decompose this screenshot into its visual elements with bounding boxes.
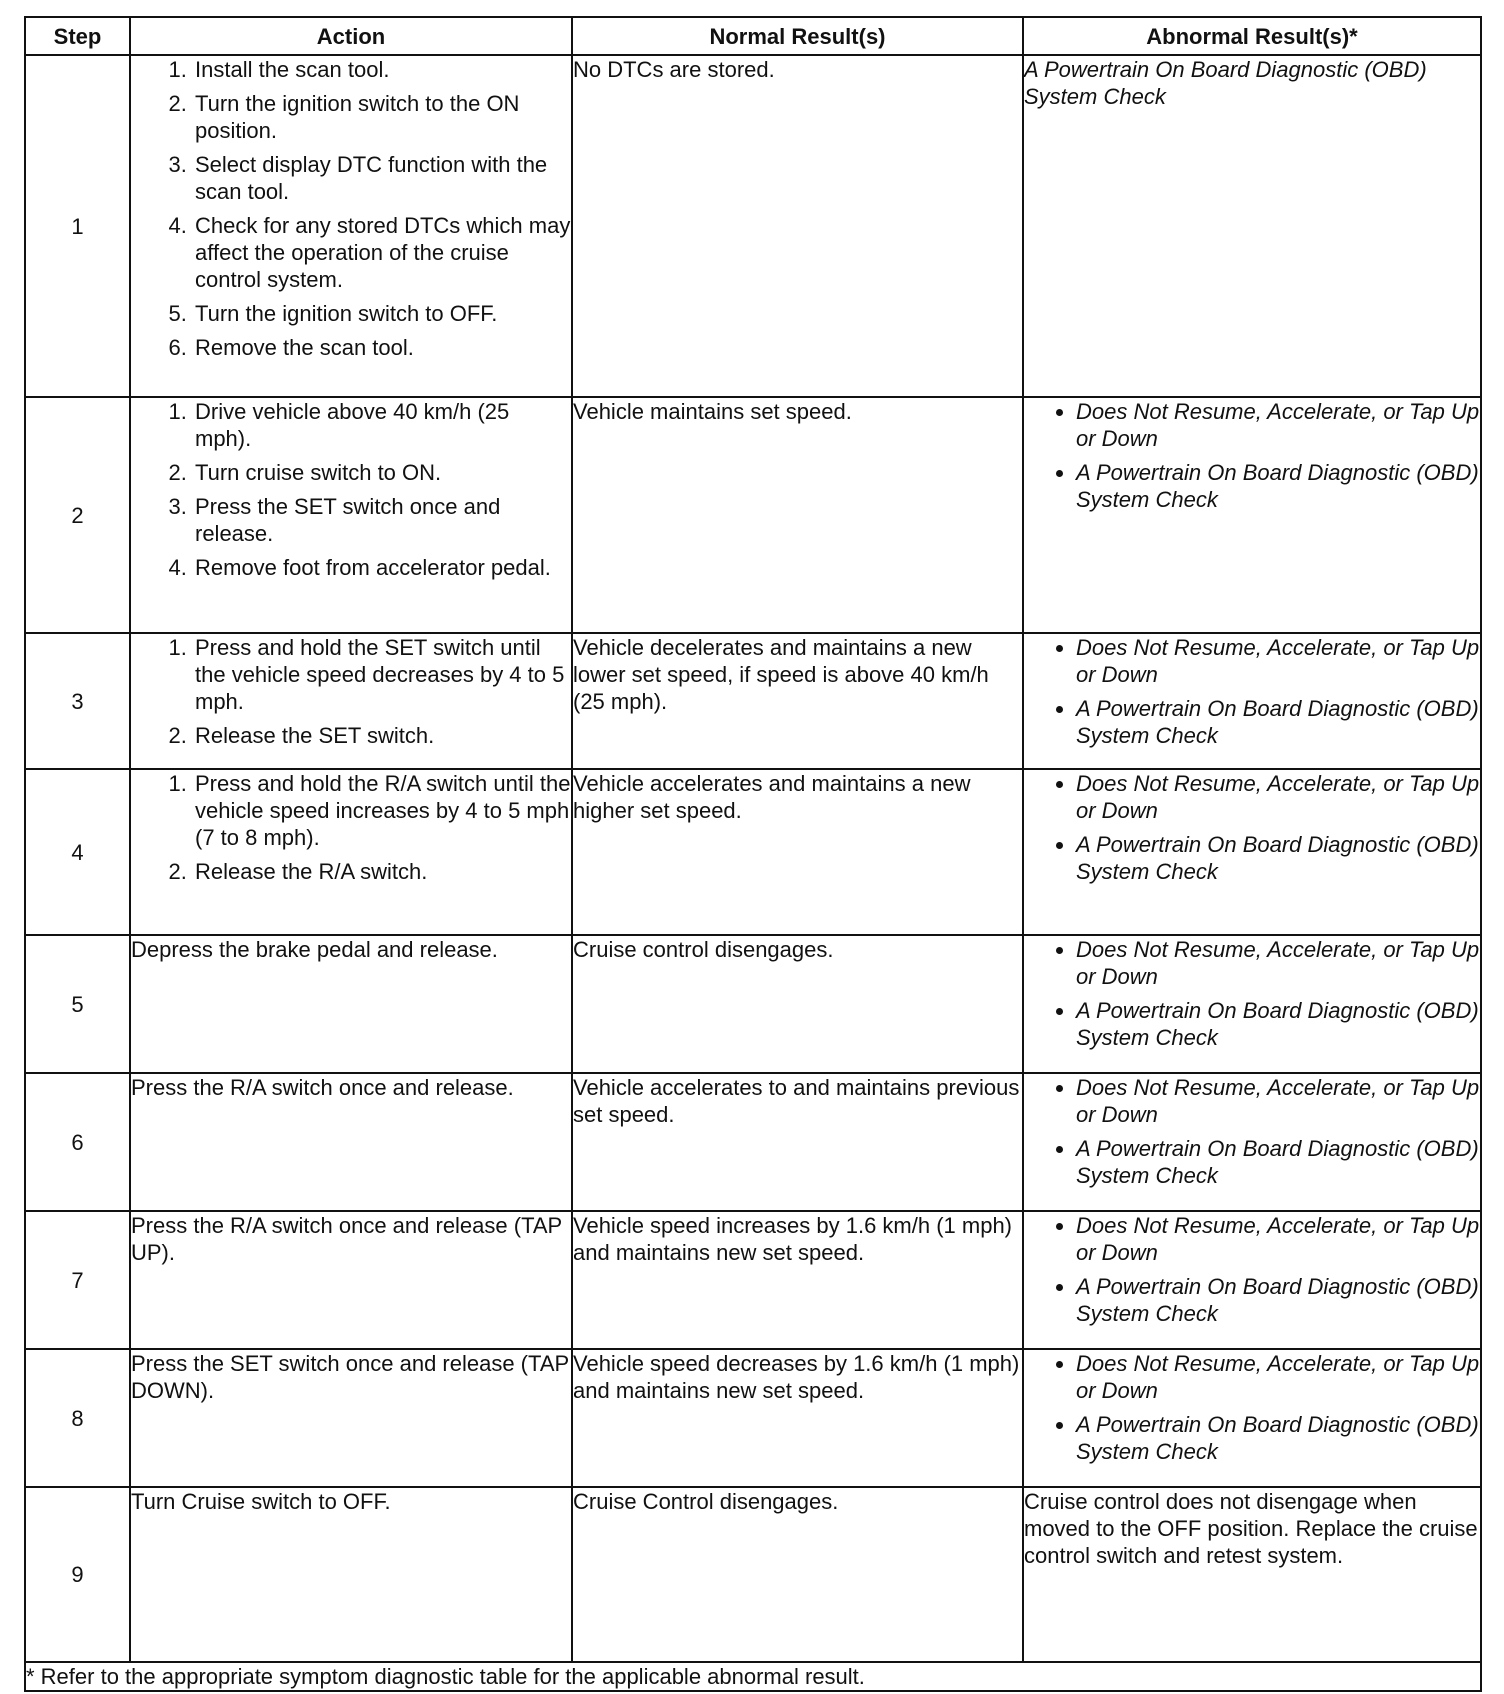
header-action: Action <box>130 17 572 55</box>
abnormal-bullets <box>1024 1212 1480 1327</box>
abnormal-bullet: • A Powertrain On Board Diagnostic (OBD) System Check <box>1076 1273 1480 1327</box>
abnormal-result: Cruise control does not disengage when moved to the OFF position. Replace the cruise control switch and retest system. <box>1023 1487 1481 1662</box>
step-number: 7 <box>25 1211 130 1349</box>
abnormal-bullet: • A Powertrain On Board Diagnostic (OBD) System Check <box>1076 695 1480 749</box>
abnormal-bullets <box>1024 936 1480 1051</box>
normal-result: Cruise Control disengages. <box>572 1487 1023 1662</box>
action-item: 6. Remove the scan tool. <box>193 334 571 361</box>
action-text: Press the R/A switch once and release (TAP UP). <box>130 1211 572 1349</box>
diagnostic-table <box>24 16 1482 1692</box>
action-text: Turn Cruise switch to OFF. <box>130 1487 572 1662</box>
table-row <box>25 1349 1481 1487</box>
action-text: Press the SET switch once and release (TAP DOWN). <box>130 1349 572 1487</box>
abnormal-bullet: • A Powertrain On Board Diagnostic (OBD) System Check <box>1076 997 1480 1051</box>
abnormal-bullet: • Does Not Resume, Accelerate, or Tap Up or Down <box>1076 1212 1480 1266</box>
action-item: 1. Install the scan tool. <box>193 56 571 83</box>
action-item: 5. Turn the ignition switch to OFF. <box>193 300 571 327</box>
abnormal-bullet: • A Powertrain On Board Diagnostic (OBD) System Check <box>1076 1135 1480 1189</box>
abnormal-result <box>1023 397 1481 633</box>
action-list <box>131 56 571 361</box>
step-number: 5 <box>25 935 130 1073</box>
abnormal-result <box>1023 935 1481 1073</box>
abnormal-bullet: • A Powertrain On Board Diagnostic (OBD) System Check <box>1076 459 1480 513</box>
abnormal-bullet: • Does Not Resume, Accelerate, or Tap Up or Down <box>1076 634 1480 688</box>
table-row <box>25 55 1481 397</box>
abnormal-result <box>1023 633 1481 769</box>
normal-result: Vehicle accelerates and maintains a new higher set speed. <box>572 769 1023 935</box>
action-item: 2. Release the SET switch. <box>193 722 571 749</box>
abnormal-result <box>1023 1349 1481 1487</box>
footnote-row <box>25 1662 1481 1691</box>
abnormal-bullet: • Does Not Resume, Accelerate, or Tap Up or Down <box>1076 936 1480 990</box>
action-item: 2. Release the R/A switch. <box>193 858 571 885</box>
normal-result: Vehicle decelerates and maintains a new lower set speed, if speed is above 40 km/h (25 mph). <box>572 633 1023 769</box>
table-row <box>25 397 1481 633</box>
action-item: 3. Select display DTC function with the scan tool. <box>193 151 571 205</box>
abnormal-bullets <box>1024 1350 1480 1465</box>
action-item: 1. Press and hold the R/A switch until the vehicle speed increases by 4 to 5 mph (7 to 8 mph). <box>193 770 571 851</box>
header-step: Step <box>25 17 130 55</box>
table-row <box>25 935 1481 1073</box>
action-cell <box>130 769 572 935</box>
action-cell <box>130 633 572 769</box>
table-row <box>25 1487 1481 1662</box>
action-text: Press the R/A switch once and release. <box>130 1073 572 1211</box>
normal-result: Vehicle speed decreases by 1.6 km/h (1 mph) and maintains new set speed. <box>572 1349 1023 1487</box>
abnormal-result <box>1023 1211 1481 1349</box>
table-row <box>25 769 1481 935</box>
abnormal-bullet: • A Powertrain On Board Diagnostic (OBD) System Check <box>1076 831 1480 885</box>
action-item: 4. Remove foot from accelerator pedal. <box>193 554 571 581</box>
action-item: 4. Check for any stored DTCs which may affect the operation of the cruise control system. <box>193 212 571 293</box>
abnormal-bullet: • Does Not Resume, Accelerate, or Tap Up or Down <box>1076 1074 1480 1128</box>
normal-result: Vehicle accelerates to and maintains previous set speed. <box>572 1073 1023 1211</box>
header-abnormal-results: Abnormal Result(s)* <box>1023 17 1481 55</box>
action-item: 2. Turn the ignition switch to the ON position. <box>193 90 571 144</box>
abnormal-bullet: • Does Not Resume, Accelerate, or Tap Up or Down <box>1076 770 1480 824</box>
abnormal-bullets <box>1024 1074 1480 1189</box>
action-item: 1. Drive vehicle above 40 km/h (25 mph). <box>193 398 571 452</box>
normal-result: Vehicle maintains set speed. <box>572 397 1023 633</box>
action-cell <box>130 397 572 633</box>
action-cell <box>130 55 572 397</box>
action-list <box>131 398 571 581</box>
abnormal-bullets <box>1024 634 1480 749</box>
table-row <box>25 633 1481 769</box>
normal-result: Cruise control disengages. <box>572 935 1023 1073</box>
abnormal-bullet: • Does Not Resume, Accelerate, or Tap Up or Down <box>1076 398 1480 452</box>
action-item: 2. Turn cruise switch to ON. <box>193 459 571 486</box>
step-number: 8 <box>25 1349 130 1487</box>
table-row <box>25 1211 1481 1349</box>
action-text: Depress the brake pedal and release. <box>130 935 572 1073</box>
abnormal-bullets <box>1024 398 1480 513</box>
normal-result: No DTCs are stored. <box>572 55 1023 397</box>
abnormal-bullet: • Does Not Resume, Accelerate, or Tap Up or Down <box>1076 1350 1480 1404</box>
step-number: 4 <box>25 769 130 935</box>
step-number: 9 <box>25 1487 130 1662</box>
action-list <box>131 770 571 885</box>
step-number: 2 <box>25 397 130 633</box>
action-item: 3. Press the SET switch once and release. <box>193 493 571 547</box>
action-list <box>131 634 571 749</box>
abnormal-bullets <box>1024 770 1480 885</box>
normal-result: Vehicle speed increases by 1.6 km/h (1 mph) and maintains new set speed. <box>572 1211 1023 1349</box>
diagnostic-table-sheet <box>24 16 1480 1692</box>
step-number: 1 <box>25 55 130 397</box>
abnormal-result <box>1023 1073 1481 1211</box>
action-item: 1. Press and hold the SET switch until the vehicle speed decreases by 4 to 5 mph. <box>193 634 571 715</box>
abnormal-result <box>1023 769 1481 935</box>
step-number: 3 <box>25 633 130 769</box>
footnote: * Refer to the appropriate symptom diagnostic table for the applicable abnormal result. <box>25 1662 1481 1691</box>
header-row <box>25 17 1481 55</box>
table-row <box>25 1073 1481 1211</box>
header-normal-results: Normal Result(s) <box>572 17 1023 55</box>
step-number: 6 <box>25 1073 130 1211</box>
abnormal-result: A Powertrain On Board Diagnostic (OBD) System Check <box>1023 55 1481 397</box>
abnormal-bullet: • A Powertrain On Board Diagnostic (OBD) System Check <box>1076 1411 1480 1465</box>
